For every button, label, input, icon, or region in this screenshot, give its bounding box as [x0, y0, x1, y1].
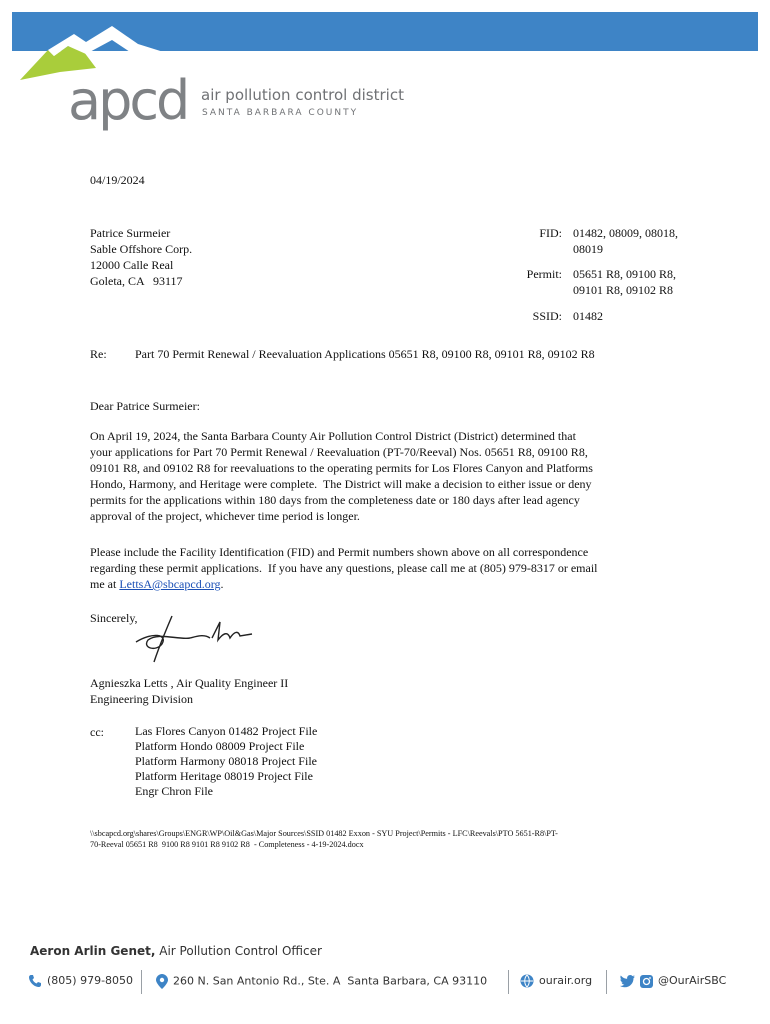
officer-name: Aeron Arlin Genet,: [30, 944, 156, 958]
instagram-icon: [640, 975, 653, 988]
paragraph-line: [90, 576, 688, 592]
officer-title: Air Pollution Control Officer: [155, 944, 322, 958]
permit-line: 05651 R8, 09100 R8,: [573, 267, 677, 281]
file-path-line: 70-Reeval 05651 R8 9100 R8 9101 R8 9102 R8 - Completeness - 4-19-2024.docx: [90, 840, 364, 849]
closing: Sincerely,: [90, 611, 138, 625]
paragraph-line: Hondo, Harmony, and Heritage were complete. The District will make a decision to either issue or deny: [90, 477, 592, 491]
file-path-line: \\sbcapcd.org\shares\Groups\ENGR\WP\Oil&Gas\Major Sources\SSID 01482 Exxon - SYU Project\Permits - LFC\Reevals\PTO 5651-R8\PT-: [90, 829, 558, 838]
paragraph-line: permits for the applications within 180 days from the completeness date or 180 days after lead agency: [90, 493, 580, 507]
social-handle: @OurAirSBC: [658, 974, 727, 987]
re-subject: Part 70 Permit Renewal / Reevaluation Applications 05651 R8, 09100 R8, 09101 R8, 09102 R8: [135, 347, 595, 361]
address-line: 12000 Calle Real: [90, 258, 174, 272]
globe-icon: [520, 974, 534, 988]
body-paragraph-1: [90, 428, 688, 524]
recipient-address: [90, 225, 192, 289]
file-path: [90, 828, 680, 850]
cc-item: Platform Harmony 08018 Project File: [135, 754, 317, 768]
footer-phone[interactable]: [28, 974, 133, 988]
logo-wordmark: apcd: [68, 69, 188, 132]
phone-icon: [28, 974, 42, 988]
paragraph-line: regarding these permit applications. If you have any questions, please call me at (805) 979-8317 or email: [90, 561, 598, 575]
cc-item: Las Flores Canyon 01482 Project File: [135, 724, 318, 738]
website-url: ourair.org: [539, 974, 593, 987]
fid-line: 08019: [573, 242, 603, 256]
footer-contact-bar: [28, 970, 748, 994]
footer-divider: [141, 970, 142, 994]
fid-label: FID:: [539, 226, 562, 240]
phone-number: (805) 979-8050: [47, 974, 134, 987]
footer-divider: [606, 970, 607, 994]
location-pin-icon: [156, 974, 168, 989]
signer-block: [90, 675, 288, 707]
fid-value: [573, 225, 713, 257]
street-address: 260 N. San Antonio Rd., Ste. A Santa Barbara, CA 93110: [173, 974, 488, 988]
signer-name: Agnieszka Letts , Air Quality Engineer II: [90, 676, 289, 690]
cc-item: Platform Hondo 08009 Project File: [135, 739, 305, 753]
footer-social[interactable]: [620, 974, 726, 988]
permit-value: [573, 266, 713, 298]
permit-line: 09101 R8, 09102 R8: [573, 283, 674, 297]
footer-address: [156, 974, 487, 989]
cc-item: Platform Heritage 08019 Project File: [135, 769, 313, 783]
paragraph-line: approval of the project, whichever time period is longer.: [90, 509, 360, 523]
footer-divider: [508, 970, 509, 994]
paragraph-text: me at: [90, 577, 120, 591]
district-name: air pollution control district: [201, 86, 404, 104]
salutation: Dear Patrice Surmeier:: [90, 399, 200, 413]
signer-division: Engineering Division: [90, 692, 193, 706]
paragraph-text: .: [220, 577, 224, 591]
re-label: Re:: [90, 347, 107, 361]
paragraph-line: 09101 R8, and 09102 R8 for reevaluations to the operating permits for Los Flores Canyon and Platforms: [90, 461, 593, 475]
cc-list: [135, 724, 317, 799]
paragraph-line: your applications for Part 70 Permit Renewal / Reevaluation (PT-70/Reeval) Nos. 05651 R8, 09100 R8,: [90, 445, 588, 459]
ssid-value: 01482: [573, 309, 603, 323]
address-line: Goleta, CA 93117: [90, 274, 183, 288]
body-paragraph-2: [90, 544, 688, 592]
permit-label: Permit:: [526, 267, 562, 281]
handwritten-signature: [132, 610, 262, 670]
fid-line: 01482, 08009, 08018,: [573, 226, 678, 240]
address-line: Sable Offshore Corp.: [90, 242, 193, 256]
ssid-label: SSID:: [532, 309, 562, 323]
paragraph-line: Please include the Facility Identification (FID) and Permit numbers shown above on all correspondence: [90, 545, 589, 559]
cc-label: cc:: [90, 725, 104, 739]
letter-date: 04/19/2024: [90, 173, 145, 187]
cc-item: Engr Chron File: [135, 784, 213, 798]
paragraph-line: On April 19, 2024, the Santa Barbara County Air Pollution Control District (District) determined that: [90, 429, 576, 443]
address-line: Patrice Surmeier: [90, 226, 171, 240]
footer-website[interactable]: [520, 974, 592, 988]
district-county: SANTA BARBARA COUNTY: [202, 108, 359, 118]
officer-line: [30, 944, 322, 958]
twitter-icon: [620, 975, 635, 988]
email-link[interactable]: LettsA@sbcapcd.org: [119, 577, 221, 591]
